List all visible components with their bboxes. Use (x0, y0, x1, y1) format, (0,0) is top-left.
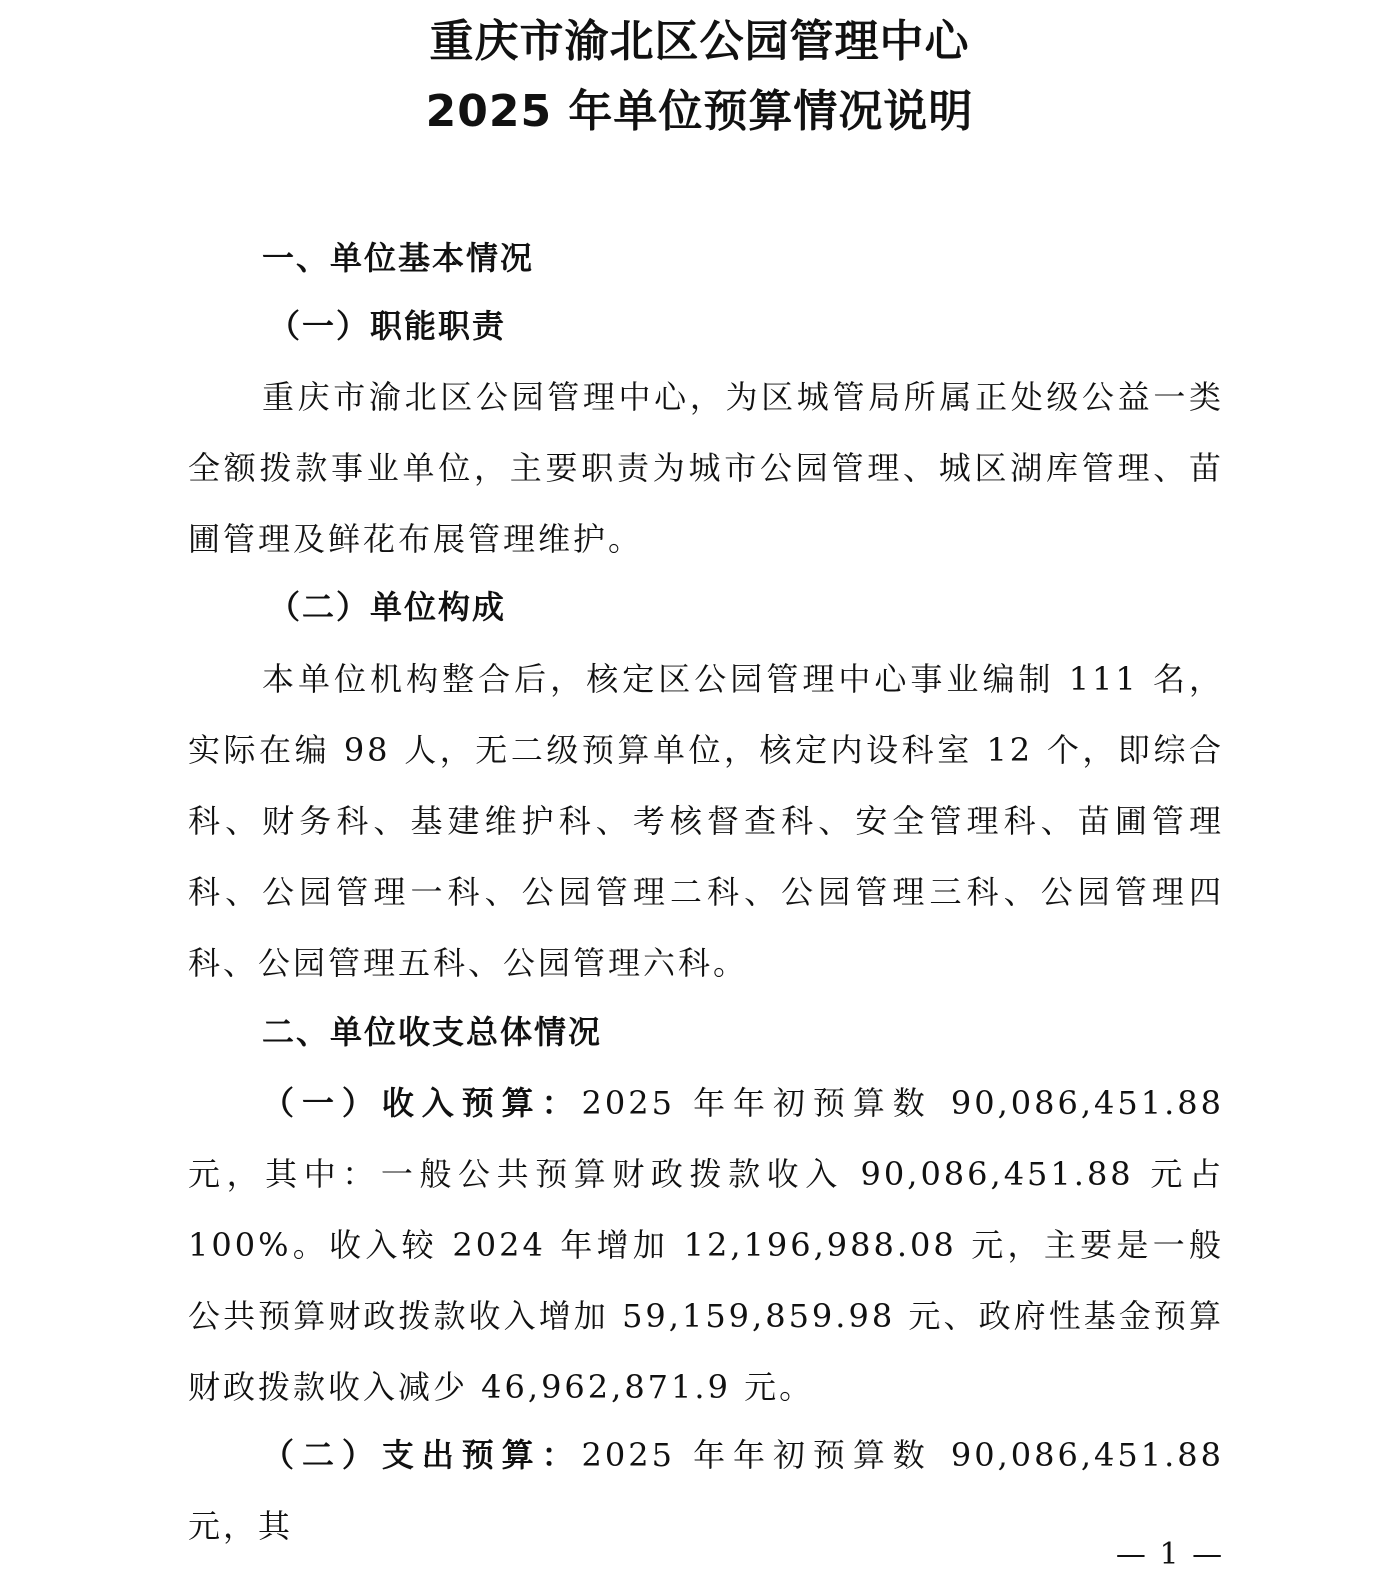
section2-sub1-lead: （一）收入预算： (262, 1084, 582, 1122)
section1-sub2-body: 本单位机构整合后，核定区公园管理中心事业编制 111 名，实际在编 98 人，无二级预算单位，核定内设科室 12 个，即综合科、财务科、基建维护科、考核督查科、安全管理科、苗圃管理科、公园管理一科、公园管理二科、公园管理三科、公园管理四科、公园管理五科、公园管理六科。 (188, 660, 1224, 982)
section1-sub1-heading: （一）职能职责 (268, 307, 507, 345)
section2-heading: 二、单位收支总体情况 (262, 1013, 603, 1051)
document-title-line1: 重庆市渝北区公园管理中心 (429, 16, 970, 67)
section1-sub1-body: 重庆市渝北区公园管理中心，为区城管局所属正处级公益一类全额拨款事业单位，主要职责为城市公园管理、城区湖库管理、苗圃管理及鲜花布展管理维护。 (188, 378, 1224, 558)
section2-sub1-body: 2025 年年初预算数 90,086,451.88 元，其中：一般公共预算财政拨款收入 90,086,451.88 元占 100%。收入较 2024 年增加 12,196,988.08 元，主要是一般公共预算财政拨款收入增加 59,159,859.98 元、政府性基金预算财政拨款收入减少 46,962,871.9 元。 (188, 1084, 1224, 1406)
document-title-line2: 2025 年单位预算情况说明 (425, 86, 974, 137)
page-number: — 1 — (1115, 1537, 1225, 1572)
section2-sub2-lead: （二）支出预算： (262, 1436, 582, 1474)
section1-sub2-heading: （二）单位构成 (268, 588, 507, 626)
section2-sub2-paragraph (188, 1420, 1224, 1562)
section2-sub1-paragraph (188, 1068, 1224, 1423)
section1-heading: 一、单位基本情况 (262, 239, 535, 277)
section2-sub2-body: 2025 年年初预算数 90,086,451.88 元，其 (188, 1436, 1224, 1545)
